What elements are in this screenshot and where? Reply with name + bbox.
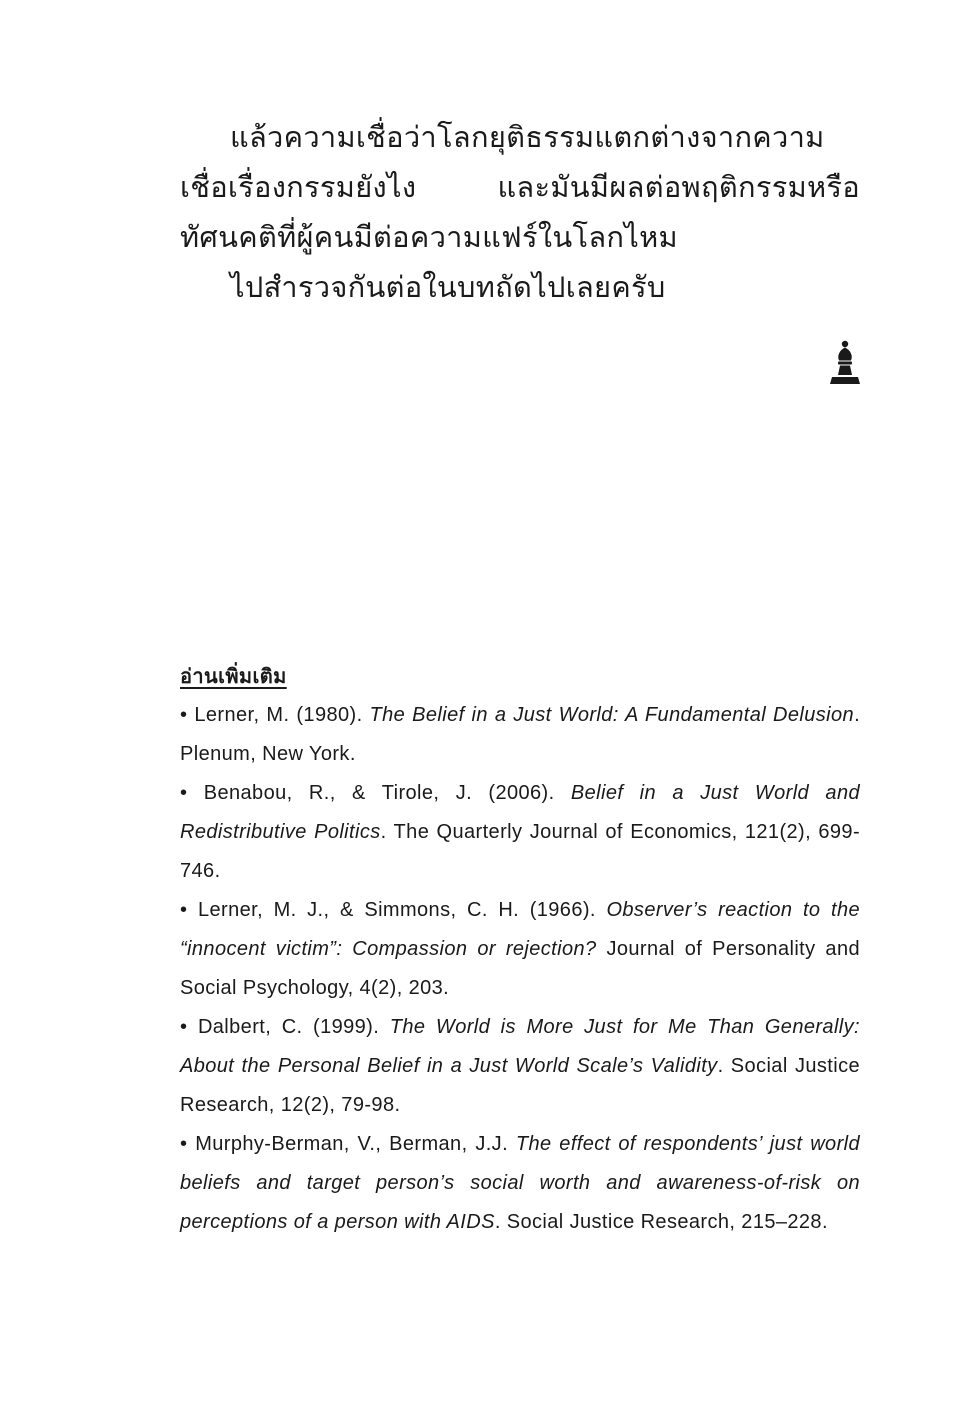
bullet-icon (180, 1133, 195, 1155)
reference-item (180, 1125, 860, 1242)
body-paragraph: ไปสำรวจกันต่อในบทถัดไปเลยครับ (230, 270, 666, 304)
reference-list (180, 696, 860, 1242)
reference-item (180, 696, 860, 774)
body-paragraph: แล้วความเชื่อว่าโลกยุติธรรมแตกต่างจากความเชื่อเรื่องกรรมยังไง และมันมีผลต่อพฤติกรรมหรือทัศนคติที่ผู้คนมีต่อความแฟร์ในโลกไหม (180, 120, 860, 254)
reference-title: The effect of respondents’ just world beliefs and target person’s social worth and awareness-of-risk on perceptions of a person with AIDS (180, 1133, 861, 1233)
reference-title: Observer’s reaction to the “innocent victim”: Compassion or rejection? (180, 899, 861, 960)
reference-title: The Belief in a Just World: A Fundamental Delusion (369, 704, 855, 726)
reference-authors: Lerner, M. J., & Simmons, C. H. (1966). (197, 899, 607, 921)
further-reading (180, 660, 860, 1242)
body-text (180, 112, 860, 312)
reference-source: . The Quarterly Journal of Economics, 121(2), 699-746. (180, 821, 860, 882)
bullet-icon (180, 782, 204, 804)
bullet-icon (180, 1016, 198, 1038)
reference-source: Journal of Personality and Social Psychology, 4(2), 203. (180, 938, 861, 999)
reference-source: . Social Justice Research, 12(2), 79-98. (180, 1055, 860, 1116)
reference-item (180, 1008, 860, 1125)
reference-authors: Dalbert, C. (1999). (197, 1016, 390, 1038)
reference-source: . Social Justice Research, 215–228. (494, 1211, 828, 1233)
reference-item (180, 774, 860, 891)
reference-authors: Benabou, R., & Tirole, J. (2006). (203, 782, 571, 804)
reference-item (180, 891, 860, 1008)
chess-bishop-icon (826, 340, 864, 386)
further-reading-heading: อ่านเพิ่มเติม (180, 664, 287, 688)
reference-title: Belief in a Just World and Redistributive Politics (180, 782, 860, 843)
reference-authors: Lerner, M. (1980). (194, 704, 370, 726)
reference-source: . Plenum, New York. (180, 704, 861, 765)
reference-title: The World is More Just for Me Than Generally: About the Personal Belief in a Just World Scale’s Validity (180, 1016, 861, 1077)
bullet-icon (180, 704, 194, 726)
bullet-icon (180, 899, 198, 921)
reference-authors: Murphy-Berman, V., Berman, J.J. (195, 1133, 516, 1155)
